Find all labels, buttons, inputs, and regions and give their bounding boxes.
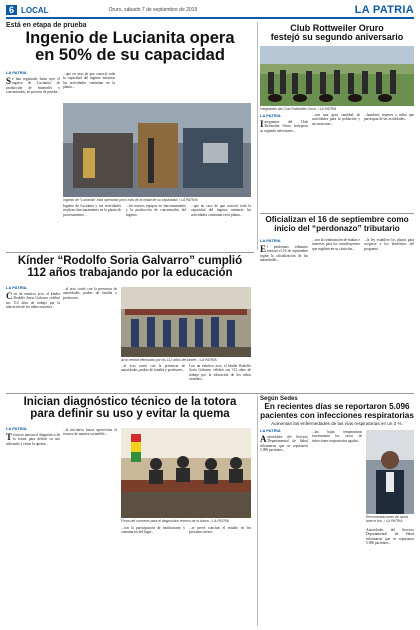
headline-line: Ingenio de Lucianita opera [25,29,235,47]
article-text: Integrantes del Club Rottweiler Oruro festejaron su segundo aniversario... [260,120,308,133]
article-text: Se han registrado hasta ayer el ingreso de 'Lucianita' de producción de minerales y concentrados, en proceso de prueba... [6,77,60,95]
headline-line: para definir su uso y evitar la quema [30,408,230,421]
article-text: Con un emotivo acto, el kínder Rodolfo Soria Galvarro celebró sus 112 años de trabajo por la educación de los niños orureños... [6,292,60,310]
article-body-col [260,428,308,629]
section-divider [6,252,254,253]
article-text: Con un emotivo acto, el kínder Rodolfo Soria Galvarro celebró sus 112 años de trabajo por la educación de los niños orureños... [189,364,251,382]
headline-line: en 50% de su capacidad [35,46,225,65]
article-photo [121,287,251,357]
article-text: ...que en caso de que conoció toda la capacidad del ingenio mientras las actividades continúan en la planta... [63,72,115,90]
article-photo [63,103,251,197]
article-text: ...con la participación de instituciones y comunarios del lugar... [121,526,185,535]
issue-date: Oruro, sábado 7 de septiembre de 2019 [108,7,198,13]
article-byline: LA PATRIA [260,113,281,118]
article-headline [260,216,414,233]
headline-line: Kínder “Rodolfo Soria Galvarro” cumplió [17,255,243,267]
headline-line: festejó su segundo aniversario [270,32,404,43]
headline-line: Club Rottweiler Oruro [290,23,384,33]
section-divider [6,393,414,394]
article-byline: LA PATRIA [6,426,27,431]
column-divider [257,396,258,626]
article-headline [6,396,254,420]
headline-line: pacientes con infecciones respiratorias [260,410,414,420]
article-text: Técnicos inician el diagnóstico de la totora para definir su uso adecuado y evitar la quema... [6,433,60,446]
section-label: LOCAL [21,5,49,15]
section-divider [260,213,414,214]
article-text: ...las bajas temperaturas incrementan los casos de infecciones respiratorias agudas. [312,430,362,443]
article-byline: LA PATRIA [260,238,281,243]
article-headline [260,403,414,420]
article-sedes [260,396,414,426]
headline-line: inicio del “perdonazo” tributario [274,223,400,233]
article-text: ...que en caso de que conoció toda la capacidad del ingenio mientras las actividades continúan en la planta... [191,204,251,217]
rottweiler-club-photo-image [260,46,414,106]
article-text: ...el acto contó con la presencia de autoridades, padres de familia y profesores. [121,364,185,373]
article-headline [6,30,254,65]
photo-caption: Ingenio de "Lucianita" está operando poco más de la mitad de su capacidad. / LA PATRIA [63,198,198,202]
article-headline [6,255,254,279]
article-totora [6,396,254,420]
article-photo [121,428,251,518]
article-headline [260,24,414,43]
article-perdonazo [260,216,414,233]
headline-line: Oficializan el 16 de septiembre como [265,215,409,224]
headline-line: Inician diagnóstico técnico de la totora [23,396,237,408]
article-body-col [6,70,60,251]
masthead [6,3,414,19]
article-kicker: Está en etapa de prueba [6,22,87,29]
kinder-ceremony-photo-image [121,287,251,357]
photo-caption: Acto central efectuado por los 112 años del kínder. / LA PATRIA [121,358,217,362]
photo-caption: Firma del convenio para el diagnóstico técnico de la totora. / LA PATRIA [121,519,230,523]
article-rottweiler [260,24,414,43]
article-text: ...con la condonación de multas e intereses para los contribuyentes que regularicen su situación... [312,238,360,251]
article-text: Ingenio de Lucianita y sus actividades en pleno funcionamiento en la planta de procesamiento... [63,204,121,217]
photo-caption: Integrantes del Club Rottweiler Oruro. / LA PATRIA [260,107,337,111]
ingenio-photo-image [63,103,251,197]
photo-caption: Recomendaciones de salud ante el frío. / LA PATRIA [366,515,408,523]
article-text: ...se prevé concluir el estudio en los próximos meses. [189,526,251,535]
article-text: ...con una gran cantidad de actividades para la población y sus mascotas... [312,113,360,126]
article-text: Autoridades del Servicio Departamental de Salud informaron que se reportaron 5.096 pacientes... [366,528,414,546]
article-body-col [6,285,60,392]
article-photo [366,430,414,514]
article-photo [260,46,414,106]
totora-meeting-photo-image [121,428,251,518]
article-text: Autoridades del Servicio Departamental de Salud informaron que se reportaron 5.096 pacientes... [260,435,308,453]
article-body-col [260,113,308,212]
article-subhead: Aumentan las enfermedades de las vías respiratorias en un 3 %. [271,421,403,427]
article-body-col [6,426,60,629]
page-number: 6 [6,5,17,15]
article-kinder [6,255,254,279]
article-text: ...los nuevos equipos en funcionamiento y la producción de concentrados del ingenio. [126,204,186,217]
article-text: El perdonazo tributario iniciará el 16 de septiembre según la oficialización de las autoridades... [260,245,308,263]
health-official-photo-image [366,430,414,514]
article-text: ...hombres, mujeres y niños que participan de las actividades... [364,113,414,122]
article-byline: LA PATRIA [260,428,281,433]
column-divider [257,22,258,250]
headline-line: En recientes días se reportaron 5.096 [264,402,410,411]
article-text: ...la iniciativa busca aprovechar el recurso de manera sostenible... [63,428,117,437]
article-body-col [260,238,308,395]
article-byline: LA PATRIA [6,70,27,75]
article-kicker: Según Sedes [260,396,298,402]
article-text: ...la ley establece los plazos para acogerse a los beneficios del programa. [364,238,414,251]
article-text: ...el acto contó con la presencia de autoridades, padres de familia y profesores. [63,287,117,300]
headline-line: 112 años trabajando por la educación [27,267,233,280]
newspaper-logo: LA PATRIA [354,4,414,16]
article-byline: LA PATRIA [6,285,27,290]
